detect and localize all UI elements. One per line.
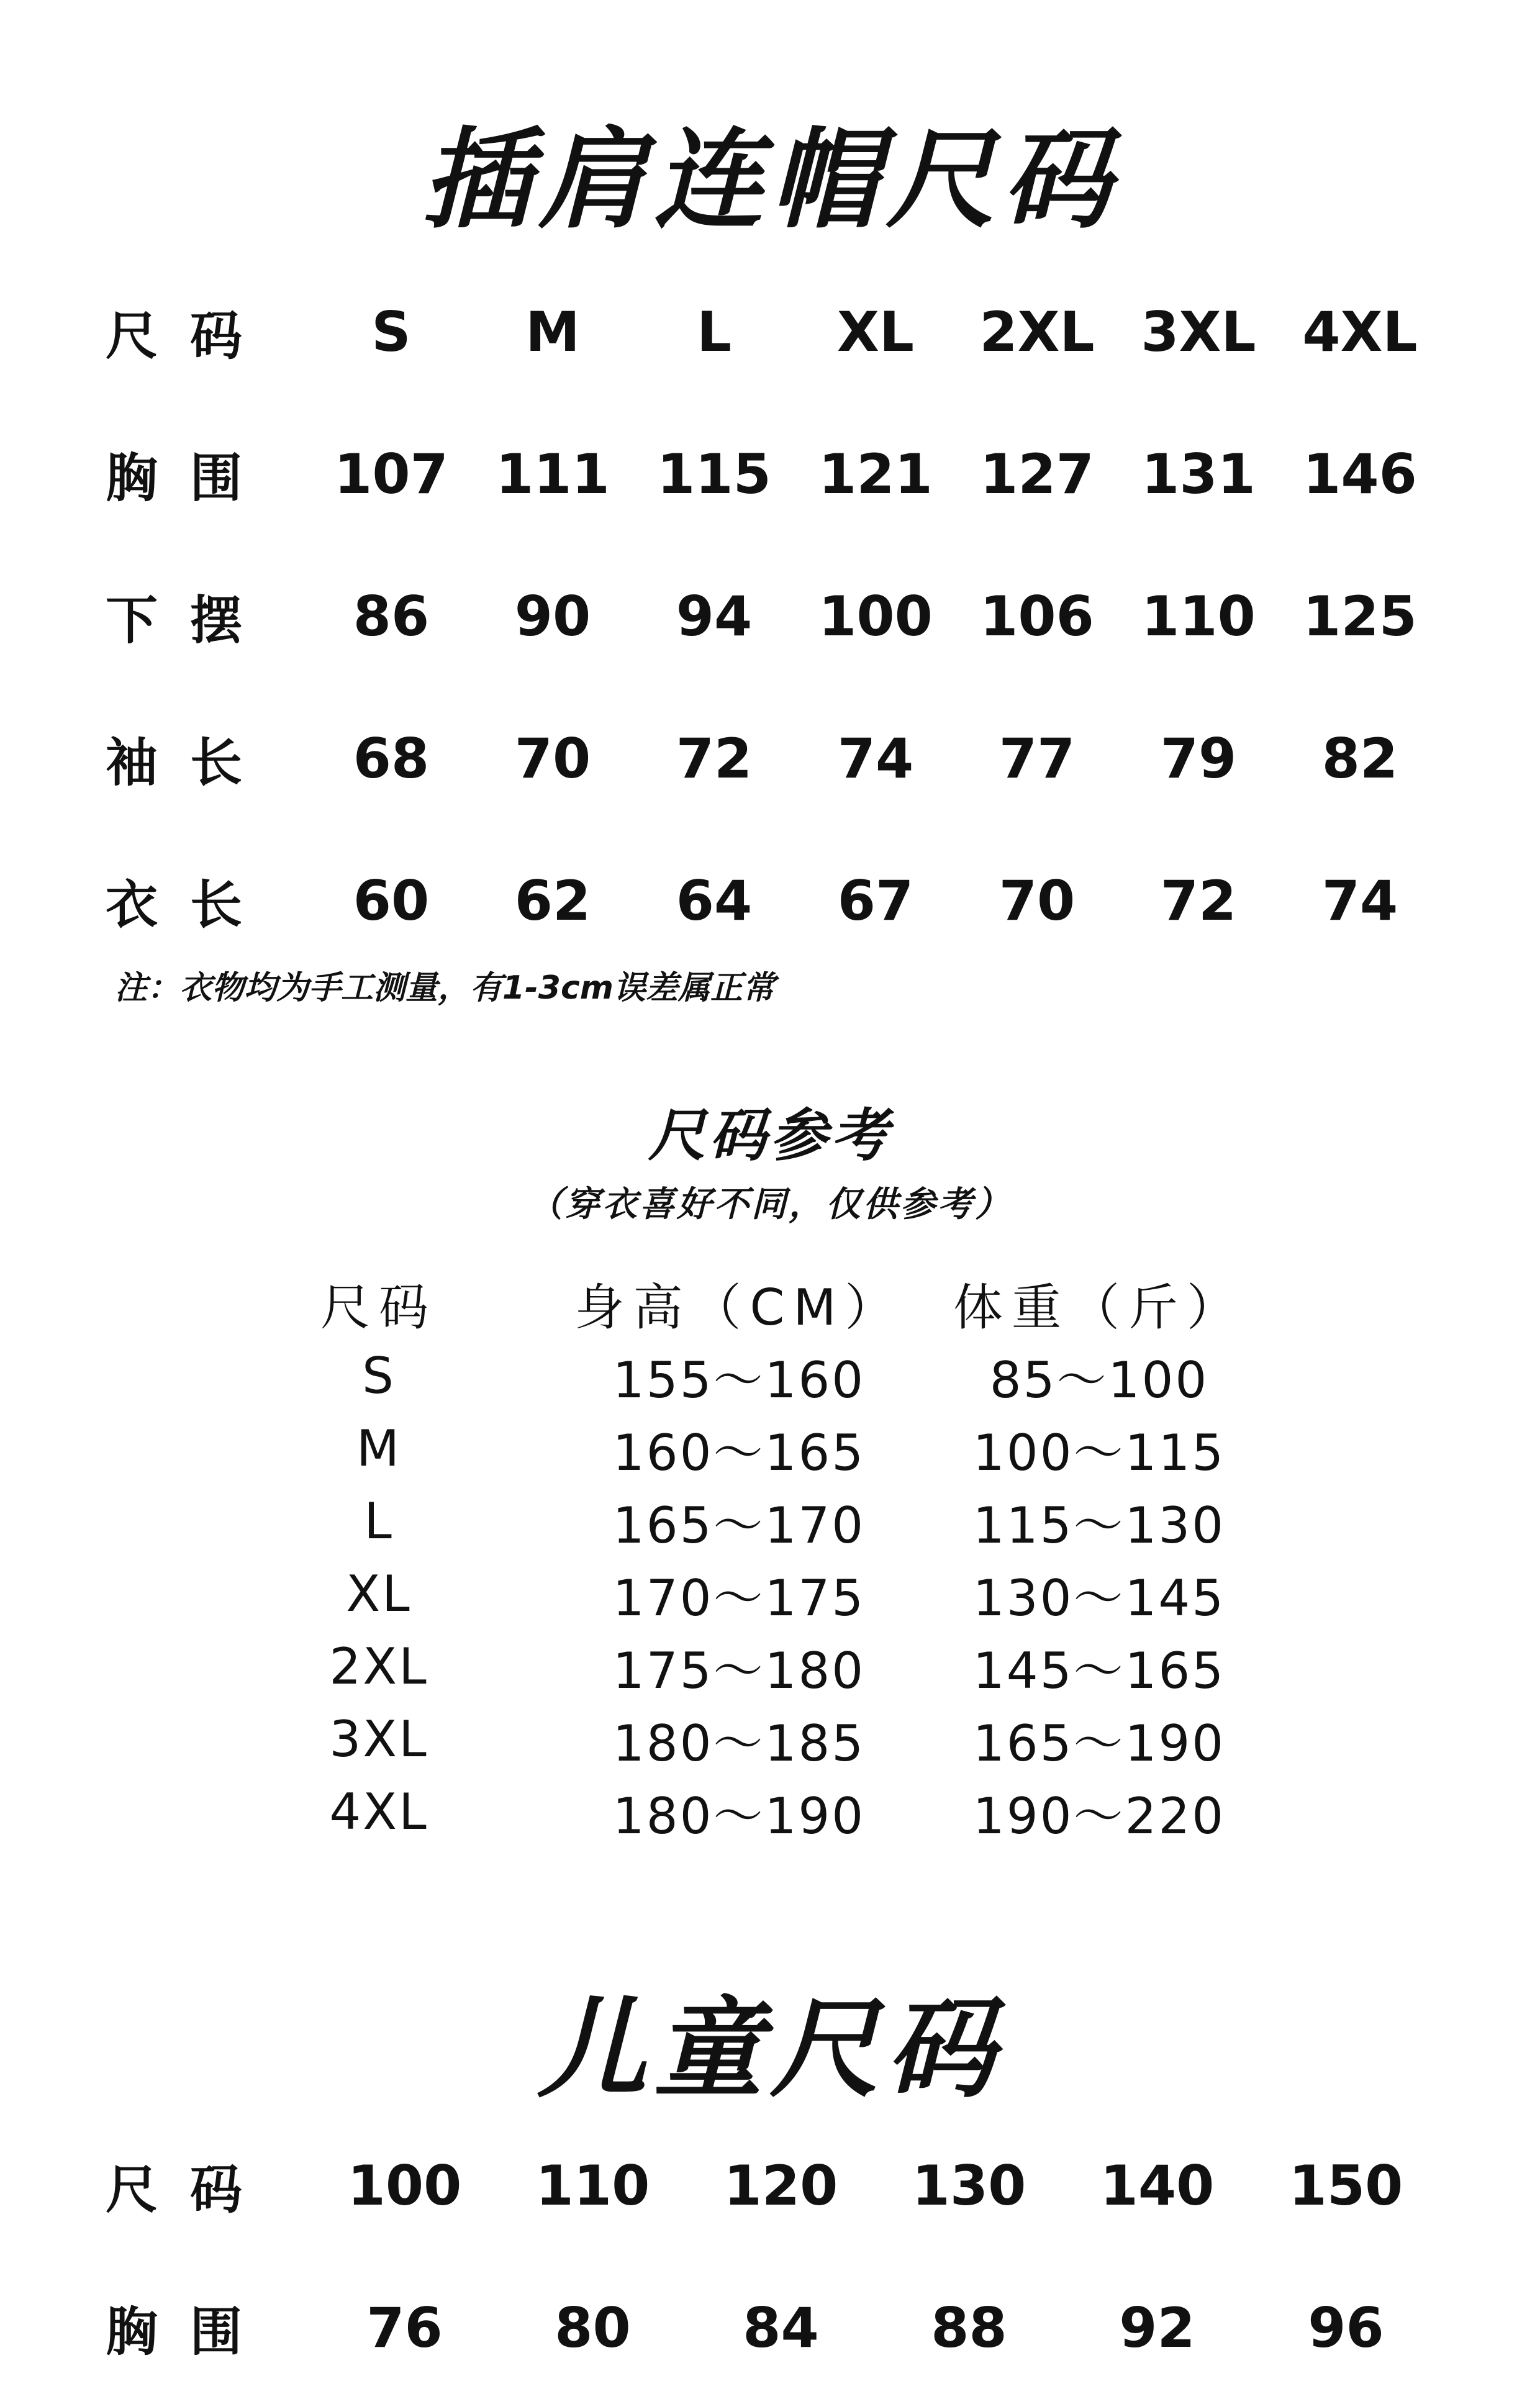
table-cell: 74 (1321, 869, 1398, 933)
table-cell: 86 (353, 584, 430, 648)
header-cell: 120 (723, 2154, 838, 2218)
table-cell: 100 (818, 584, 933, 648)
table-row (199, 1340, 1279, 1412)
table-cell: L (364, 1492, 394, 1550)
table-cell: 165～190 (972, 1715, 1226, 1772)
table-row (199, 1630, 1279, 1703)
table-cell: 60 (353, 869, 430, 933)
header-cell: L (696, 300, 732, 364)
header-cell: 体重（斤） (953, 1279, 1245, 1336)
header-cell: S (371, 300, 411, 364)
table-cell: 79 (1160, 727, 1237, 791)
table-cell: 127 (980, 442, 1094, 506)
row-label: 胸围 (106, 448, 275, 509)
header-cell: 130 (912, 2154, 1026, 2218)
size-reference-subtitle: （穿衣喜好不同，仅供参考） (528, 1184, 1012, 1225)
table-cell: 68 (353, 727, 430, 791)
kids-size-title: 儿童尺码 (538, 1987, 1002, 2113)
header-cell: 110 (535, 2154, 650, 2218)
table-cell: 96 (1308, 2296, 1384, 2360)
table-cell: 90 (514, 584, 591, 648)
header-cell: 4XL (1302, 300, 1418, 364)
table-row (106, 830, 1441, 972)
header-cell: 100 (347, 2154, 462, 2218)
header-cell: 3XL (1141, 300, 1256, 364)
table-row (199, 1558, 1279, 1630)
table-row (199, 1703, 1279, 1775)
table-row (106, 2257, 1441, 2399)
table-row (106, 545, 1441, 687)
table-cell: 72 (1160, 869, 1237, 933)
table-cell: 94 (676, 584, 753, 648)
table-cell: 131 (1141, 442, 1256, 506)
table-cell: 92 (1119, 2296, 1195, 2360)
table-cell: 106 (980, 584, 1094, 648)
table-cell: 125 (1303, 584, 1417, 648)
table-cell: 100～115 (972, 1424, 1226, 1482)
table-cell: 84 (743, 2296, 819, 2360)
table-cell: 155～160 (612, 1351, 866, 1409)
header-cell: 140 (1100, 2154, 1215, 2218)
row-label: 胸围 (106, 2301, 275, 2362)
table-cell: 62 (514, 869, 591, 933)
adult-size-title: 插肩连帽尺码 (422, 117, 1118, 243)
row-label: 袖长 (106, 732, 275, 793)
table-cell: 107 (334, 442, 448, 506)
header-cell: 150 (1289, 2154, 1403, 2218)
table-row (199, 1485, 1279, 1558)
header-cell: 2XL (979, 300, 1095, 364)
table-cell: 115 (657, 442, 771, 506)
table-cell: 4XL (329, 1783, 428, 1841)
kids-size-table (106, 2115, 1441, 2399)
header-cell: 身高（CM） (574, 1279, 904, 1336)
table-cell: 111 (496, 442, 610, 506)
table-cell: 3XL (329, 1710, 428, 1768)
table-cell: XL (346, 1565, 412, 1623)
table-cell: 76 (366, 2296, 443, 2360)
table-cell: 82 (1321, 727, 1398, 791)
table-cell: 165～170 (612, 1497, 866, 1554)
table-cell: 170～175 (612, 1569, 866, 1627)
table-cell: 180～185 (612, 1715, 866, 1772)
size-reference-table (199, 1267, 1279, 1848)
table-row (106, 687, 1441, 830)
table-header-row (199, 1267, 1279, 1340)
measurement-note: 注：衣物均为手工测量，有1-3cm误差属正常 (115, 969, 775, 1007)
table-cell: 67 (837, 869, 914, 933)
table-cell: 121 (818, 442, 933, 506)
table-cell: 130～145 (972, 1569, 1226, 1627)
table-cell: 85～100 (989, 1351, 1209, 1409)
table-cell: 110 (1141, 584, 1256, 648)
table-cell: 160～165 (612, 1424, 866, 1482)
header-cell: 尺码 (106, 2159, 275, 2220)
table-cell: 77 (999, 727, 1076, 791)
table-cell: 64 (676, 869, 753, 933)
row-label: 下摆 (106, 590, 275, 651)
table-cell: 72 (676, 727, 753, 791)
table-cell: M (356, 1420, 402, 1477)
table-header-row (106, 2115, 1441, 2257)
table-cell: 146 (1303, 442, 1417, 506)
table-cell: 145～165 (972, 1642, 1226, 1700)
row-label: 衣长 (106, 874, 275, 935)
table-cell: 80 (555, 2296, 631, 2360)
table-cell: 115～130 (972, 1497, 1226, 1554)
table-cell: 190～220 (972, 1787, 1226, 1845)
size-reference-title: 尺码参考 (648, 1102, 892, 1169)
table-cell: 88 (931, 2296, 1007, 2360)
table-row (199, 1775, 1279, 1848)
header-cell: XL (837, 300, 914, 364)
table-cell: 70 (999, 869, 1076, 933)
adult-size-table (106, 261, 1441, 972)
table-cell: 175～180 (612, 1642, 866, 1700)
table-header-row (106, 261, 1441, 403)
table-cell: S (362, 1347, 396, 1405)
table-cell: 70 (514, 727, 591, 791)
header-cell: M (525, 300, 580, 364)
table-cell: 2XL (329, 1638, 428, 1695)
header-cell: 尺码 (106, 306, 275, 366)
table-row (106, 403, 1441, 545)
table-cell: 180～190 (612, 1787, 866, 1845)
table-cell: 74 (837, 727, 914, 791)
header-cell: 尺码 (320, 1279, 437, 1336)
table-row (199, 1412, 1279, 1485)
